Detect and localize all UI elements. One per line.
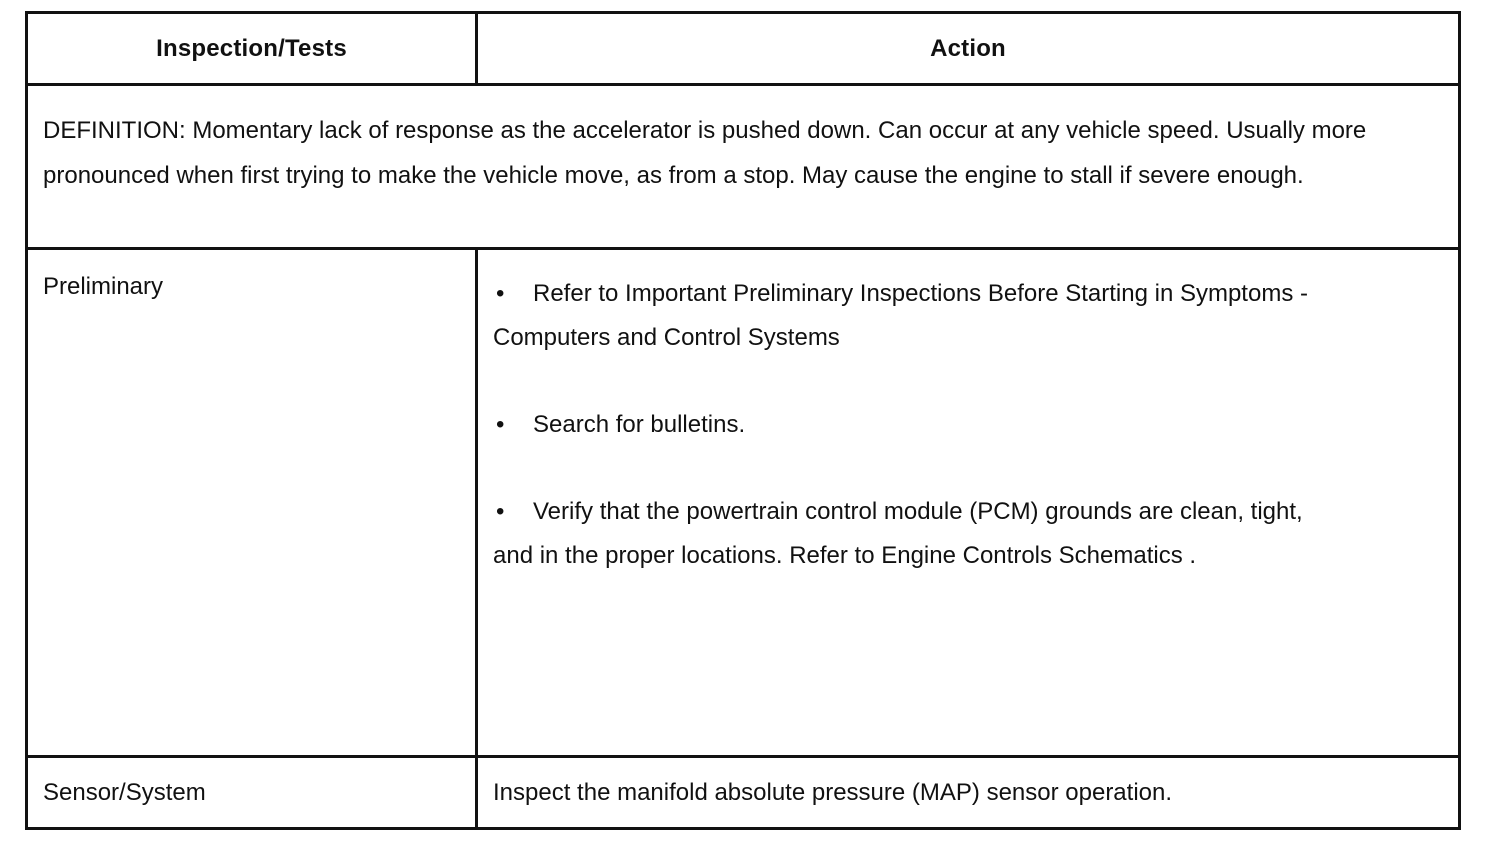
action-sensor-system: Inspect the manifold absolute pressure (MAP) sensor operation. [493,778,1173,806]
bullet-icon: • [496,280,505,307]
action-bullet-item [493,272,1313,360]
definition-text: DEFINITION: Momentary lack of response as the accelerator is pushed down. Can occur at any vehicle speed. Usually more pronounced when first trying to make the vehicle move, as from a stop. May cause the engine to stall if severe enough. [43,117,1367,189]
table-header-row [28,14,1458,83]
action-bullet-text: Verify that the powertrain control module (PCM) grounds are clean, tight, and in the proper locations. Refer to Engine Controls Schematics . [493,498,1303,569]
bullet-icon: • [496,498,505,525]
inspection-sensor-system: Sensor/System [28,758,478,827]
action-bullet-item [493,490,1313,578]
header-inspection-tests: Inspection/Tests [28,14,478,83]
action-bullet-text: Search for bulletins. [533,411,746,438]
header-action: Action [930,34,1006,62]
table-row-sensor-system [28,755,1458,827]
action-bullet-item [493,403,1444,447]
definition-row [28,83,1458,247]
diagnostic-table [25,11,1461,830]
bullet-icon: • [496,411,505,438]
inspection-preliminary: Preliminary [28,250,478,755]
table-row-preliminary [28,247,1458,755]
action-bullet-text: Refer to Important Preliminary Inspections Before Starting in Symptoms - Computers and Control Systems [493,280,1308,351]
action-preliminary [478,250,1458,755]
